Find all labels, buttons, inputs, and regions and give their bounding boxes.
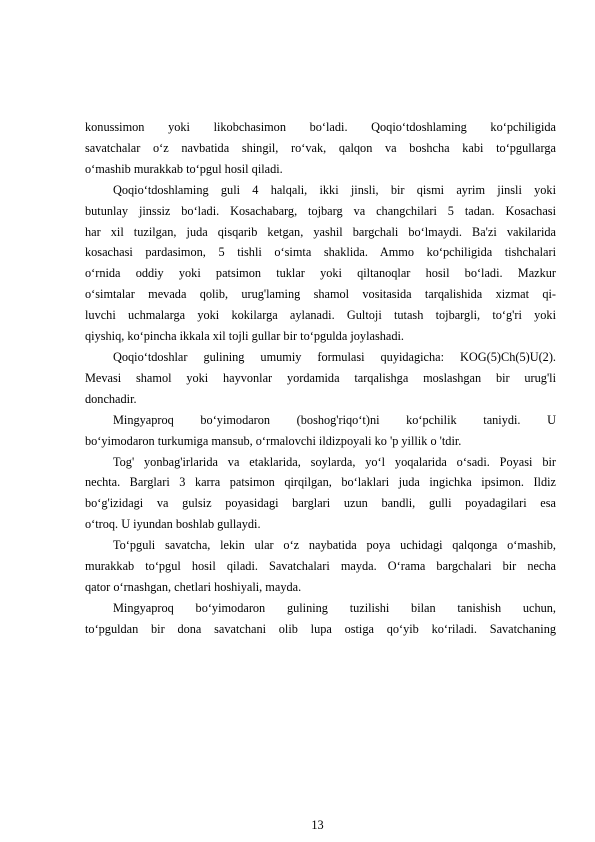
paragraph-line: Qoqio‘tdoshlar gulining umumiy formulasi quyidagicha: KOG(5)Ch(5)U(2). xyxy=(113,349,556,364)
paragraph-line: o‘simtalar mevada qolib, urug'laming shamol vositasida tarqalishida xizmat qi- xyxy=(85,287,556,302)
paragraph-line: o‘rnida oddiy yoki patsimon tuklar yoki qiltanoqlar hosil bo‘ladi. Mazkur xyxy=(85,266,556,281)
paragraph-line: o‘troq. U iyundan boshlab gullaydi. xyxy=(85,517,261,532)
paragraph-line: nechta. Barglari 3 karra patsimon qirqilgan, bo‘laklari juda ingichka ipsimon. Ildiz xyxy=(85,475,556,490)
paragraph-line: Mevasi shamol yoki hayvonlar yordamida tarqalishga moslashgan bir urug'li xyxy=(85,370,556,385)
paragraph-line: luvchi uchmalarga yoki kokilarga aylanadi. Gultoji tutash tojbargli, to‘g'ri yoki xyxy=(85,308,556,323)
paragraph-line: har xil tuzilgan, juda qisqarib ketgan, yashil bargchali bo‘lmaydi. Ba'zi vakilarida xyxy=(85,224,556,239)
paragraph-line: bo‘g'izidagi va gulsiz poyasidagi barglari uzun bandli, gulli poyadagilari esa xyxy=(85,496,556,511)
page-number: 13 xyxy=(311,818,324,832)
paragraph-line: murakkab to‘pgul hosil qiladi. Savatchalari mayda. O‘rama bargchalari bir necha xyxy=(85,559,556,574)
paragraph-line: savatchalar o‘z navbatida shingil, ro‘vak, qalqon va boshcha kabi to‘pgullarga xyxy=(85,140,556,155)
paragraph-line: o‘mashib murakkab to‘pgul hosil qiladi. xyxy=(85,161,283,176)
paragraph-line: konussimon yoki likobchasimon bo‘ladi. Qoqio‘tdoshlaming ko‘pchiligida xyxy=(85,120,556,134)
paragraph-line: butunlay jinssiz bo‘ladi. Kosachabarg, tojbarg va changchilari 5 tadan. Kosachasi xyxy=(85,203,556,218)
paragraph-line: Qoqio‘tdoshlaming guli 4 halqali, ikki jinsli, bir qismi ayrim jinsli yoki xyxy=(113,182,556,197)
paragraph-line: to‘pguldan bir dona savatchani olib lupa ostiga qo‘yib ko‘riladi. Savatchaning xyxy=(85,621,556,636)
paragraph-line: kosachasi pardasimon, 5 tishli o‘simta shaklida. Ammo ko‘pchiligida tishchalari xyxy=(85,245,556,260)
paragraph-line: To‘pguli savatcha, lekin ular o‘z naybatida poya uchidagi qalqonga o‘mashib, xyxy=(113,538,556,553)
paragraph-line: Mingyaproq bo‘yimodaron gulining tuzilishi bilan tanishish uchun, xyxy=(113,600,556,615)
paragraph-line: qator o‘rnashgan, chetlari hoshiyali, mayda. xyxy=(85,579,302,594)
document-body xyxy=(85,117,556,640)
paragraph-line: bo‘yimodaron turkumiga mansub, o‘rmalovchi ildizpoyali ko 'p yillik o 'tdir. xyxy=(85,433,462,448)
paragraph-line: Tog' yonbag'irlarida va etaklarida, soylarda, yo‘l yoqalarida o‘sadi. Poyasi bir xyxy=(113,454,556,469)
paragraph-line: Mingyaproq bo‘yimodaron (boshog'riqo‘t)ni ko‘pchilik taniydi. U xyxy=(113,412,556,427)
paragraph-line: qiyshiq, ko‘pincha ikkala xil tojli gullar bir to‘pgulda joylashadi. xyxy=(85,329,404,344)
paragraph-line: donchadir. xyxy=(85,391,137,406)
